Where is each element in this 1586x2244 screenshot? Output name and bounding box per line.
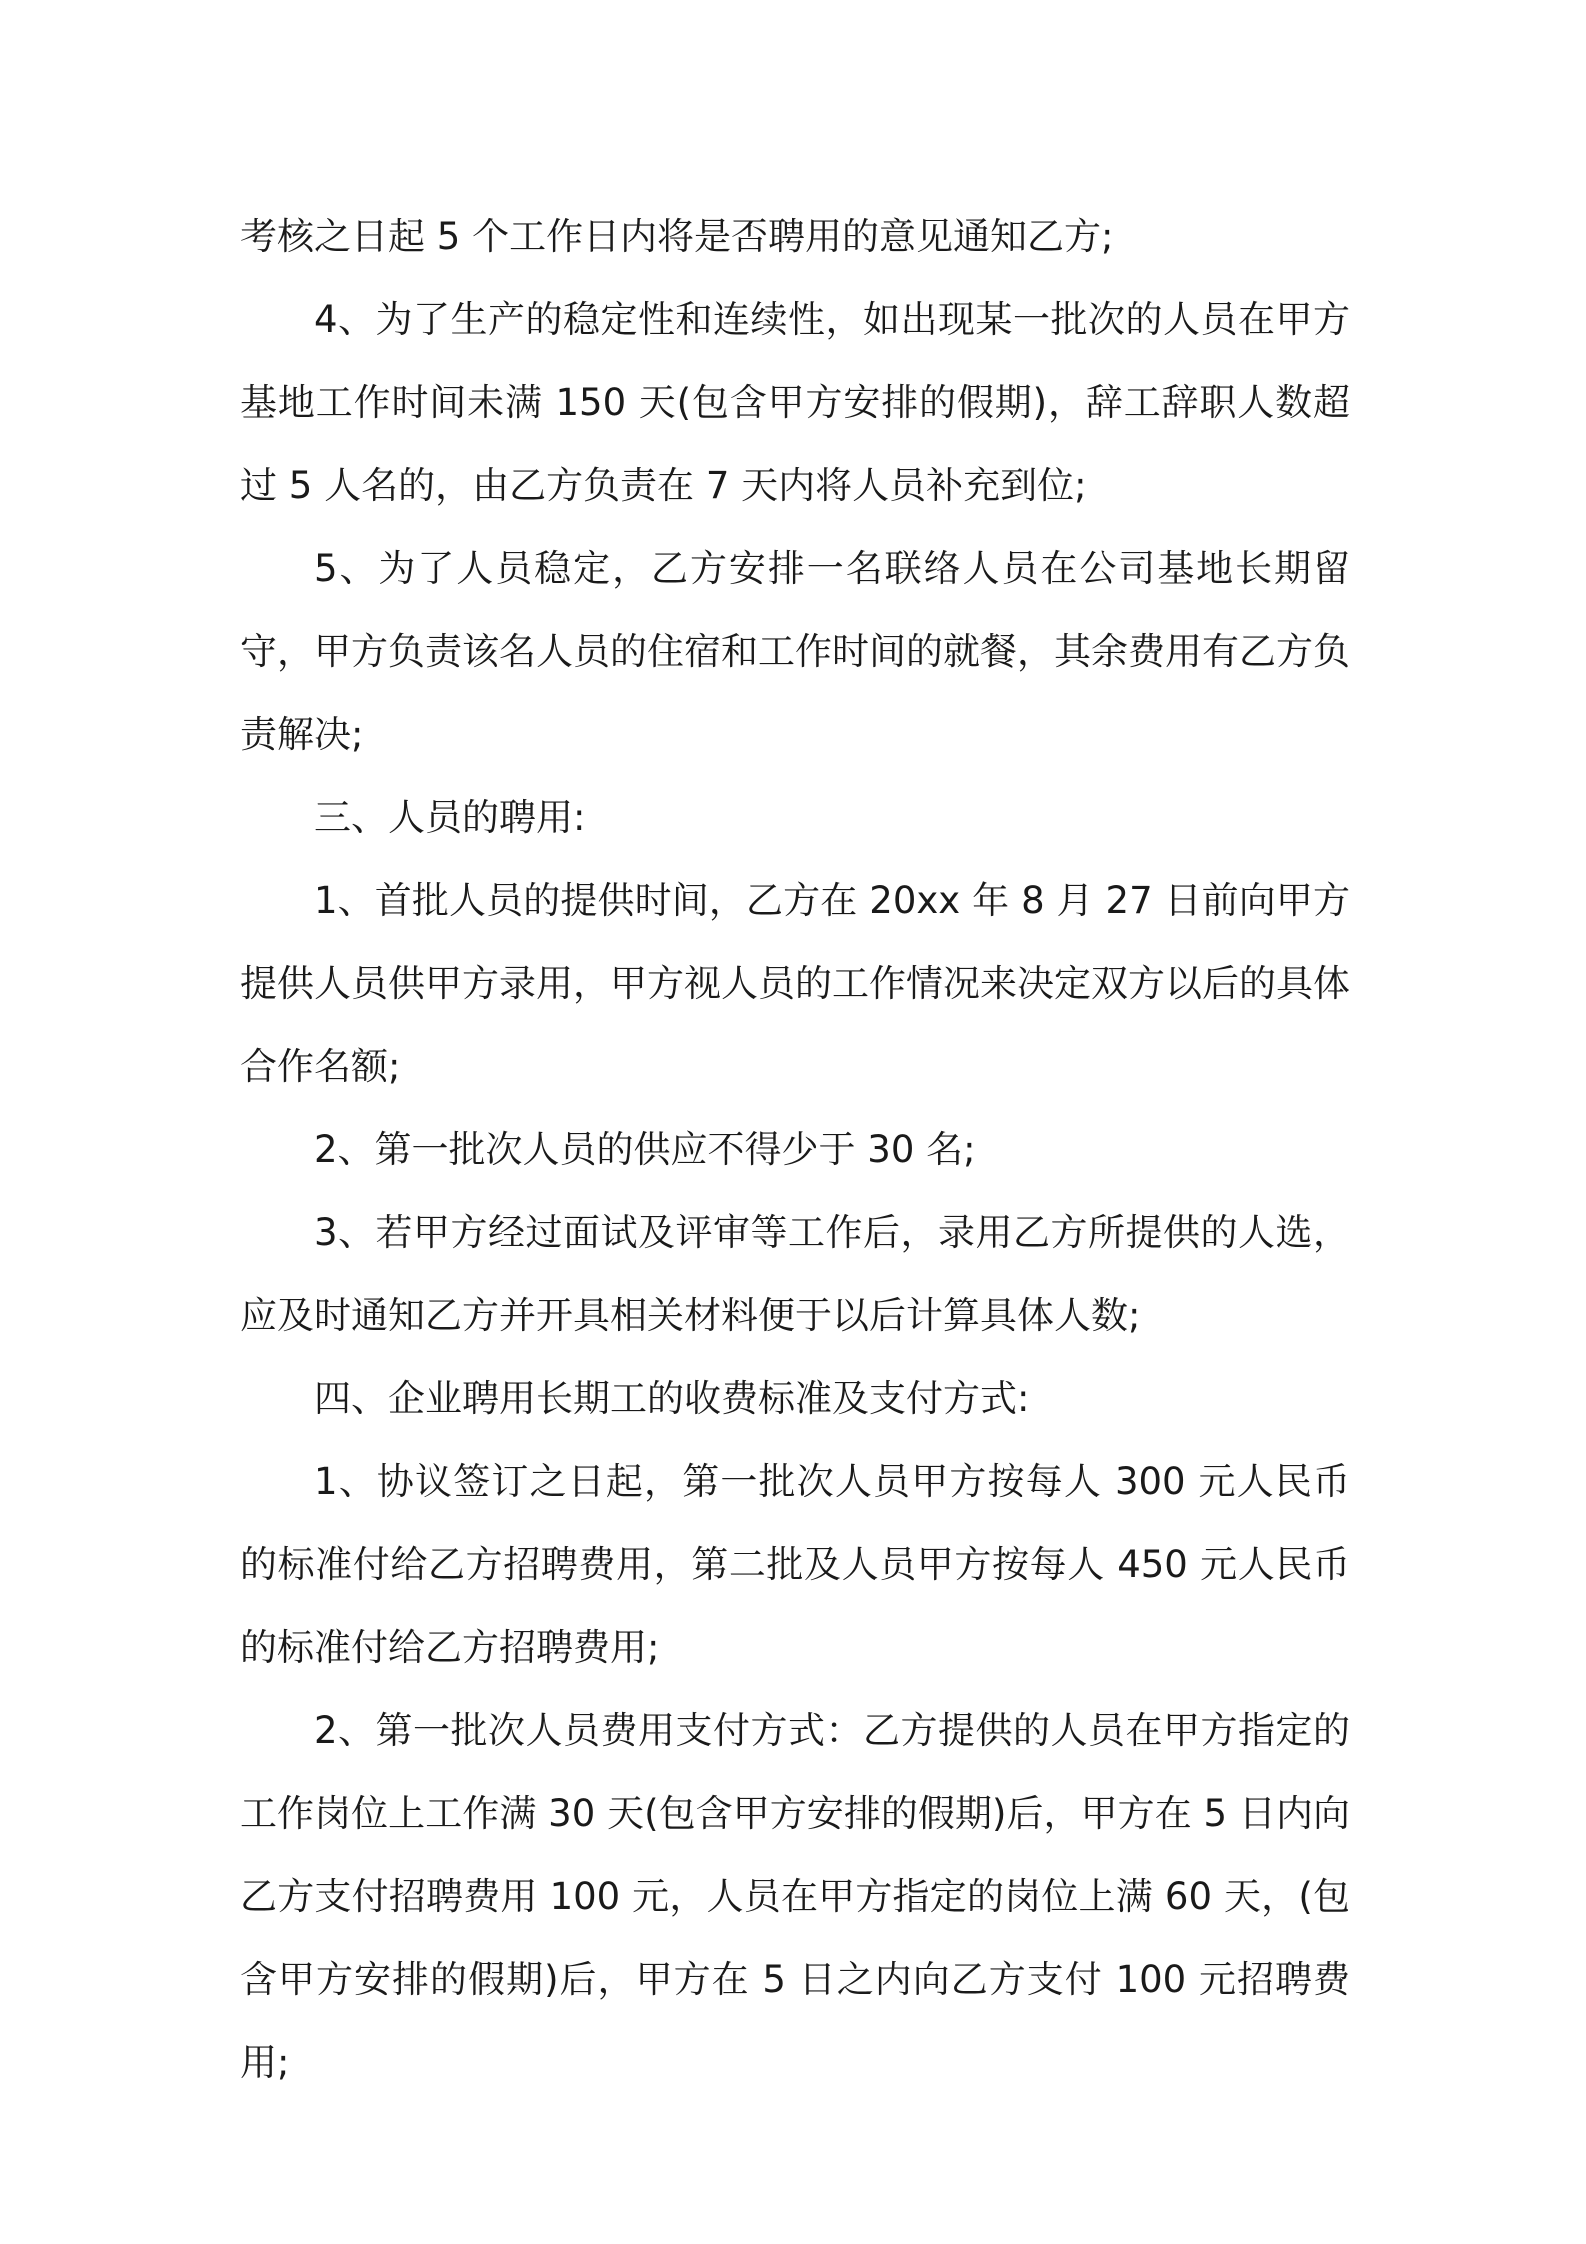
paragraph-clause-4: 4、为了生产的稳定性和连续性，如出现某一批次的人员在甲方基地工作时间未满 150 天(包含甲方安排的假期)，辞工辞职人数超过 5 人名的，由乙方负责在 7 天内将人员补充到位; <box>240 298 1350 507</box>
paragraph-clause-5: 5、为了人员稳定，乙方安排一名联络人员在公司基地长期留守，甲方负责该名人员的住宿和工作时间的就餐，其余费用有乙方负责解决; <box>240 547 1350 756</box>
paragraph-fee-2: 2、第一批次人员费用支付方式：乙方提供的人员在甲方指定的工作岗位上工作满 30 天(包含甲方安排的假期)后，甲方在 5 日内向乙方支付招聘费用 100 元，人员在甲方指定的岗位上满 60 天，(包含甲方安排的假期)后，甲方在 5 日之内向乙方支付 100 元招聘费用; <box>240 1709 1350 2084</box>
section-heading-3: 三、人员的聘用: <box>314 796 586 839</box>
paragraph-hiring-2: 2、第一批次人员的供应不得少于 30 名; <box>314 1128 976 1171</box>
paragraph-fee-1: 1、协议签订之日起，第一批次人员甲方按每人 300 元人民币的标准付给乙方招聘费用，第二批及人员甲方按每人 450 元人民币的标准付给乙方招聘费用; <box>240 1460 1350 1669</box>
paragraph-hiring-1: 1、首批人员的提供时间，乙方在 20xx 年 8 月 27 日前向甲方提供人员供甲方录用，甲方视人员的工作情况来决定双方以后的具体合作名额; <box>240 879 1350 1088</box>
paragraph-continuation: 考核之日起 5 个工作日内将是否聘用的意见通知乙方; <box>240 215 1114 258</box>
section-heading-4: 四、企业聘用长期工的收费标准及支付方式: <box>314 1377 1030 1420</box>
paragraph-hiring-3: 3、若甲方经过面试及评审等工作后，录用乙方所提供的人选，应及时通知乙方并开具相关材料便于以后计算具体人数; <box>240 1211 1350 1337</box>
document-body <box>240 195 1350 2104</box>
